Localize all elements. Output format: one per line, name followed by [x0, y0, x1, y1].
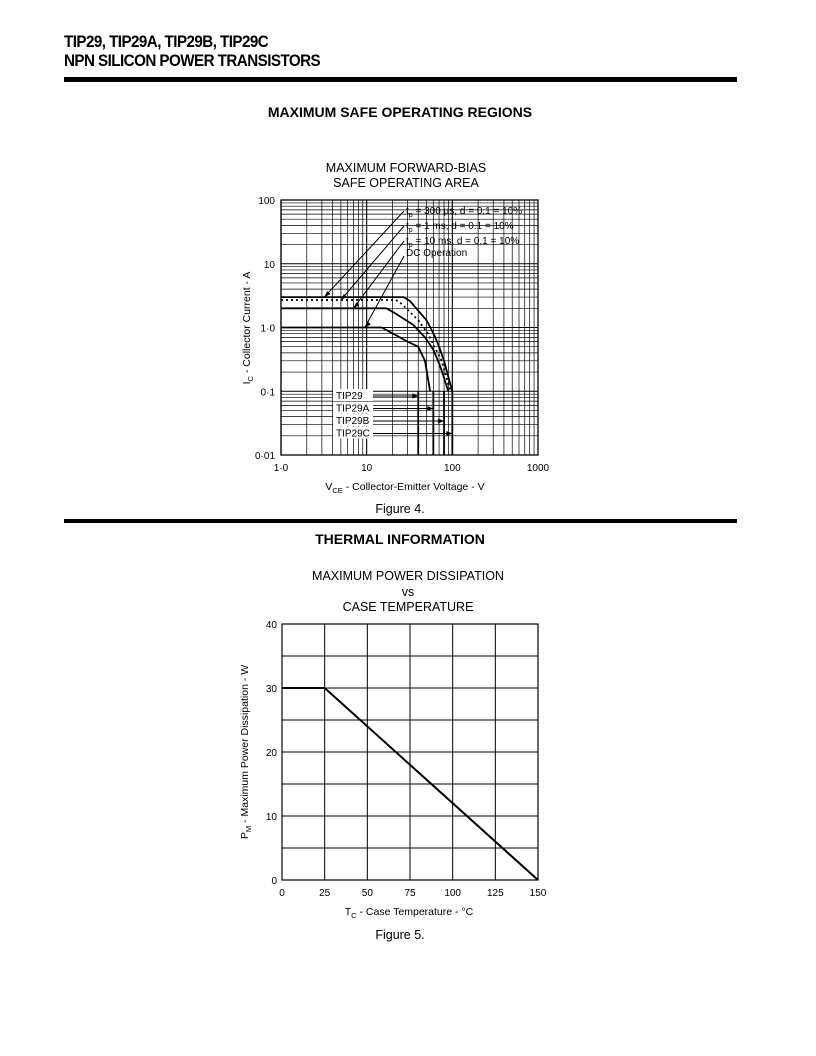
soa-y-tick-label: 0·01: [254, 451, 275, 462]
soa-device-label: TIP29A: [336, 403, 370, 415]
pd-y-axis-label: [239, 665, 253, 839]
soa-device-label: TIP29C: [336, 428, 370, 440]
pd-chart-title: MAXIMUM POWER DISSIPATION: [312, 569, 504, 583]
soa-chart: [0, 150, 816, 510]
legend-pre: t: [406, 236, 409, 247]
power-dissipation-chart: [0, 566, 816, 926]
header-device-type: NPN SILICON POWER TRANSISTORS: [64, 52, 321, 70]
soa-device-label: TIP29: [336, 391, 363, 402]
legend-sub: p: [408, 227, 413, 234]
soa-y-tick-label: 1·0: [260, 323, 275, 335]
soa-y-label-sub: C: [246, 376, 255, 382]
legend-post: = 10 ms, d = 0.1 = 10%: [412, 236, 520, 247]
soa-x-tick-label: 10: [361, 463, 373, 474]
soa-x-label-rest: - Collector-Emitter Voltage - V: [342, 481, 485, 493]
pd-grid: [282, 624, 538, 880]
soa-x-tick-label: 100: [443, 463, 461, 474]
pd-chart-title-line3: CASE TEMPERATURE: [342, 600, 474, 614]
soa-y-tick-label: 100: [258, 196, 275, 207]
legend-post: = 1 ms, d = 0.1 = 10%: [412, 221, 514, 232]
soa-series-line: [281, 308, 448, 391]
soa-y-tick-label: 0·1: [260, 387, 275, 399]
soa-x-axis-label: [325, 481, 484, 495]
pd-y-tick-label: 30: [265, 684, 277, 695]
pd-x-tick-label: 25: [319, 888, 331, 899]
pd-x-label-rest: - Case Temperature - °C: [356, 906, 474, 918]
soa-legend-leader: [353, 241, 404, 308]
pd-x-tick-label: 50: [361, 888, 373, 899]
thermal-section-title: THERMAL INFORMATION: [315, 531, 485, 547]
pd-y-label-main: P: [239, 832, 251, 840]
document-header: [64, 33, 320, 71]
pd-x-label-main: T: [344, 906, 352, 918]
soa-chart-subtitle: SAFE OPERATING AREA: [333, 176, 479, 190]
pd-tick-labels: [266, 620, 547, 899]
legend-sub: p: [408, 242, 413, 249]
pd-x-axis-label: [345, 906, 474, 920]
soa-legend-leader: [324, 211, 404, 297]
soa-x-label-main: V: [325, 481, 333, 493]
pd-x-tick-label: 100: [444, 888, 462, 899]
legend-pre: t: [406, 206, 409, 217]
soa-y-tick-label: 10: [263, 259, 275, 271]
figure-5-caption: Figure 5.: [375, 928, 425, 942]
soa-x-tick-label: 1·0: [273, 463, 289, 474]
section-rule: [64, 519, 737, 523]
pd-x-tick-label: 0: [279, 888, 285, 899]
pd-x-tick-label: 125: [486, 888, 504, 899]
legend-post: DC Operation: [406, 248, 468, 259]
pd-x-label-sub: C: [351, 911, 357, 920]
pd-y-tick-label: 10: [265, 812, 277, 823]
pd-x-tick-label: 150: [529, 888, 547, 899]
pd-y-label-sub: M: [244, 825, 253, 833]
pd-y-label-rest: - Maximum Power Dissipation - W: [239, 664, 251, 826]
soa-section-title: MAXIMUM SAFE OPERATING REGIONS: [267, 104, 533, 120]
pd-y-tick-label: 40: [265, 620, 277, 631]
pd-y-tick-label: 0: [271, 876, 277, 887]
legend-pre: t: [406, 221, 409, 232]
pd-chart-title-line2: vs: [401, 585, 415, 599]
soa-x-tick-label: 1000: [526, 463, 550, 474]
legend-sub: p: [408, 212, 413, 219]
soa-x-label-sub: CE: [332, 486, 343, 495]
header-part-numbers: TIP29, TIP29A, TIP29B, TIP29C: [64, 33, 269, 51]
soa-y-axis-label: [241, 272, 255, 385]
figure-4-caption: Figure 4.: [375, 502, 425, 516]
pd-y-tick-label: 20: [265, 748, 277, 759]
soa-series-line: [281, 300, 450, 391]
header-rule: [64, 77, 737, 82]
soa-chart-title: MAXIMUM FORWARD-BIAS: [325, 161, 487, 175]
soa-y-label-rest: - Collector Current - A: [241, 271, 253, 377]
soa-y-label-main: I: [241, 381, 253, 385]
soa-device-label: TIP29B: [336, 416, 370, 427]
legend-post: = 300 µs, d = 0.1 = 10%: [412, 206, 523, 217]
pd-x-tick-label: 75: [404, 888, 416, 899]
